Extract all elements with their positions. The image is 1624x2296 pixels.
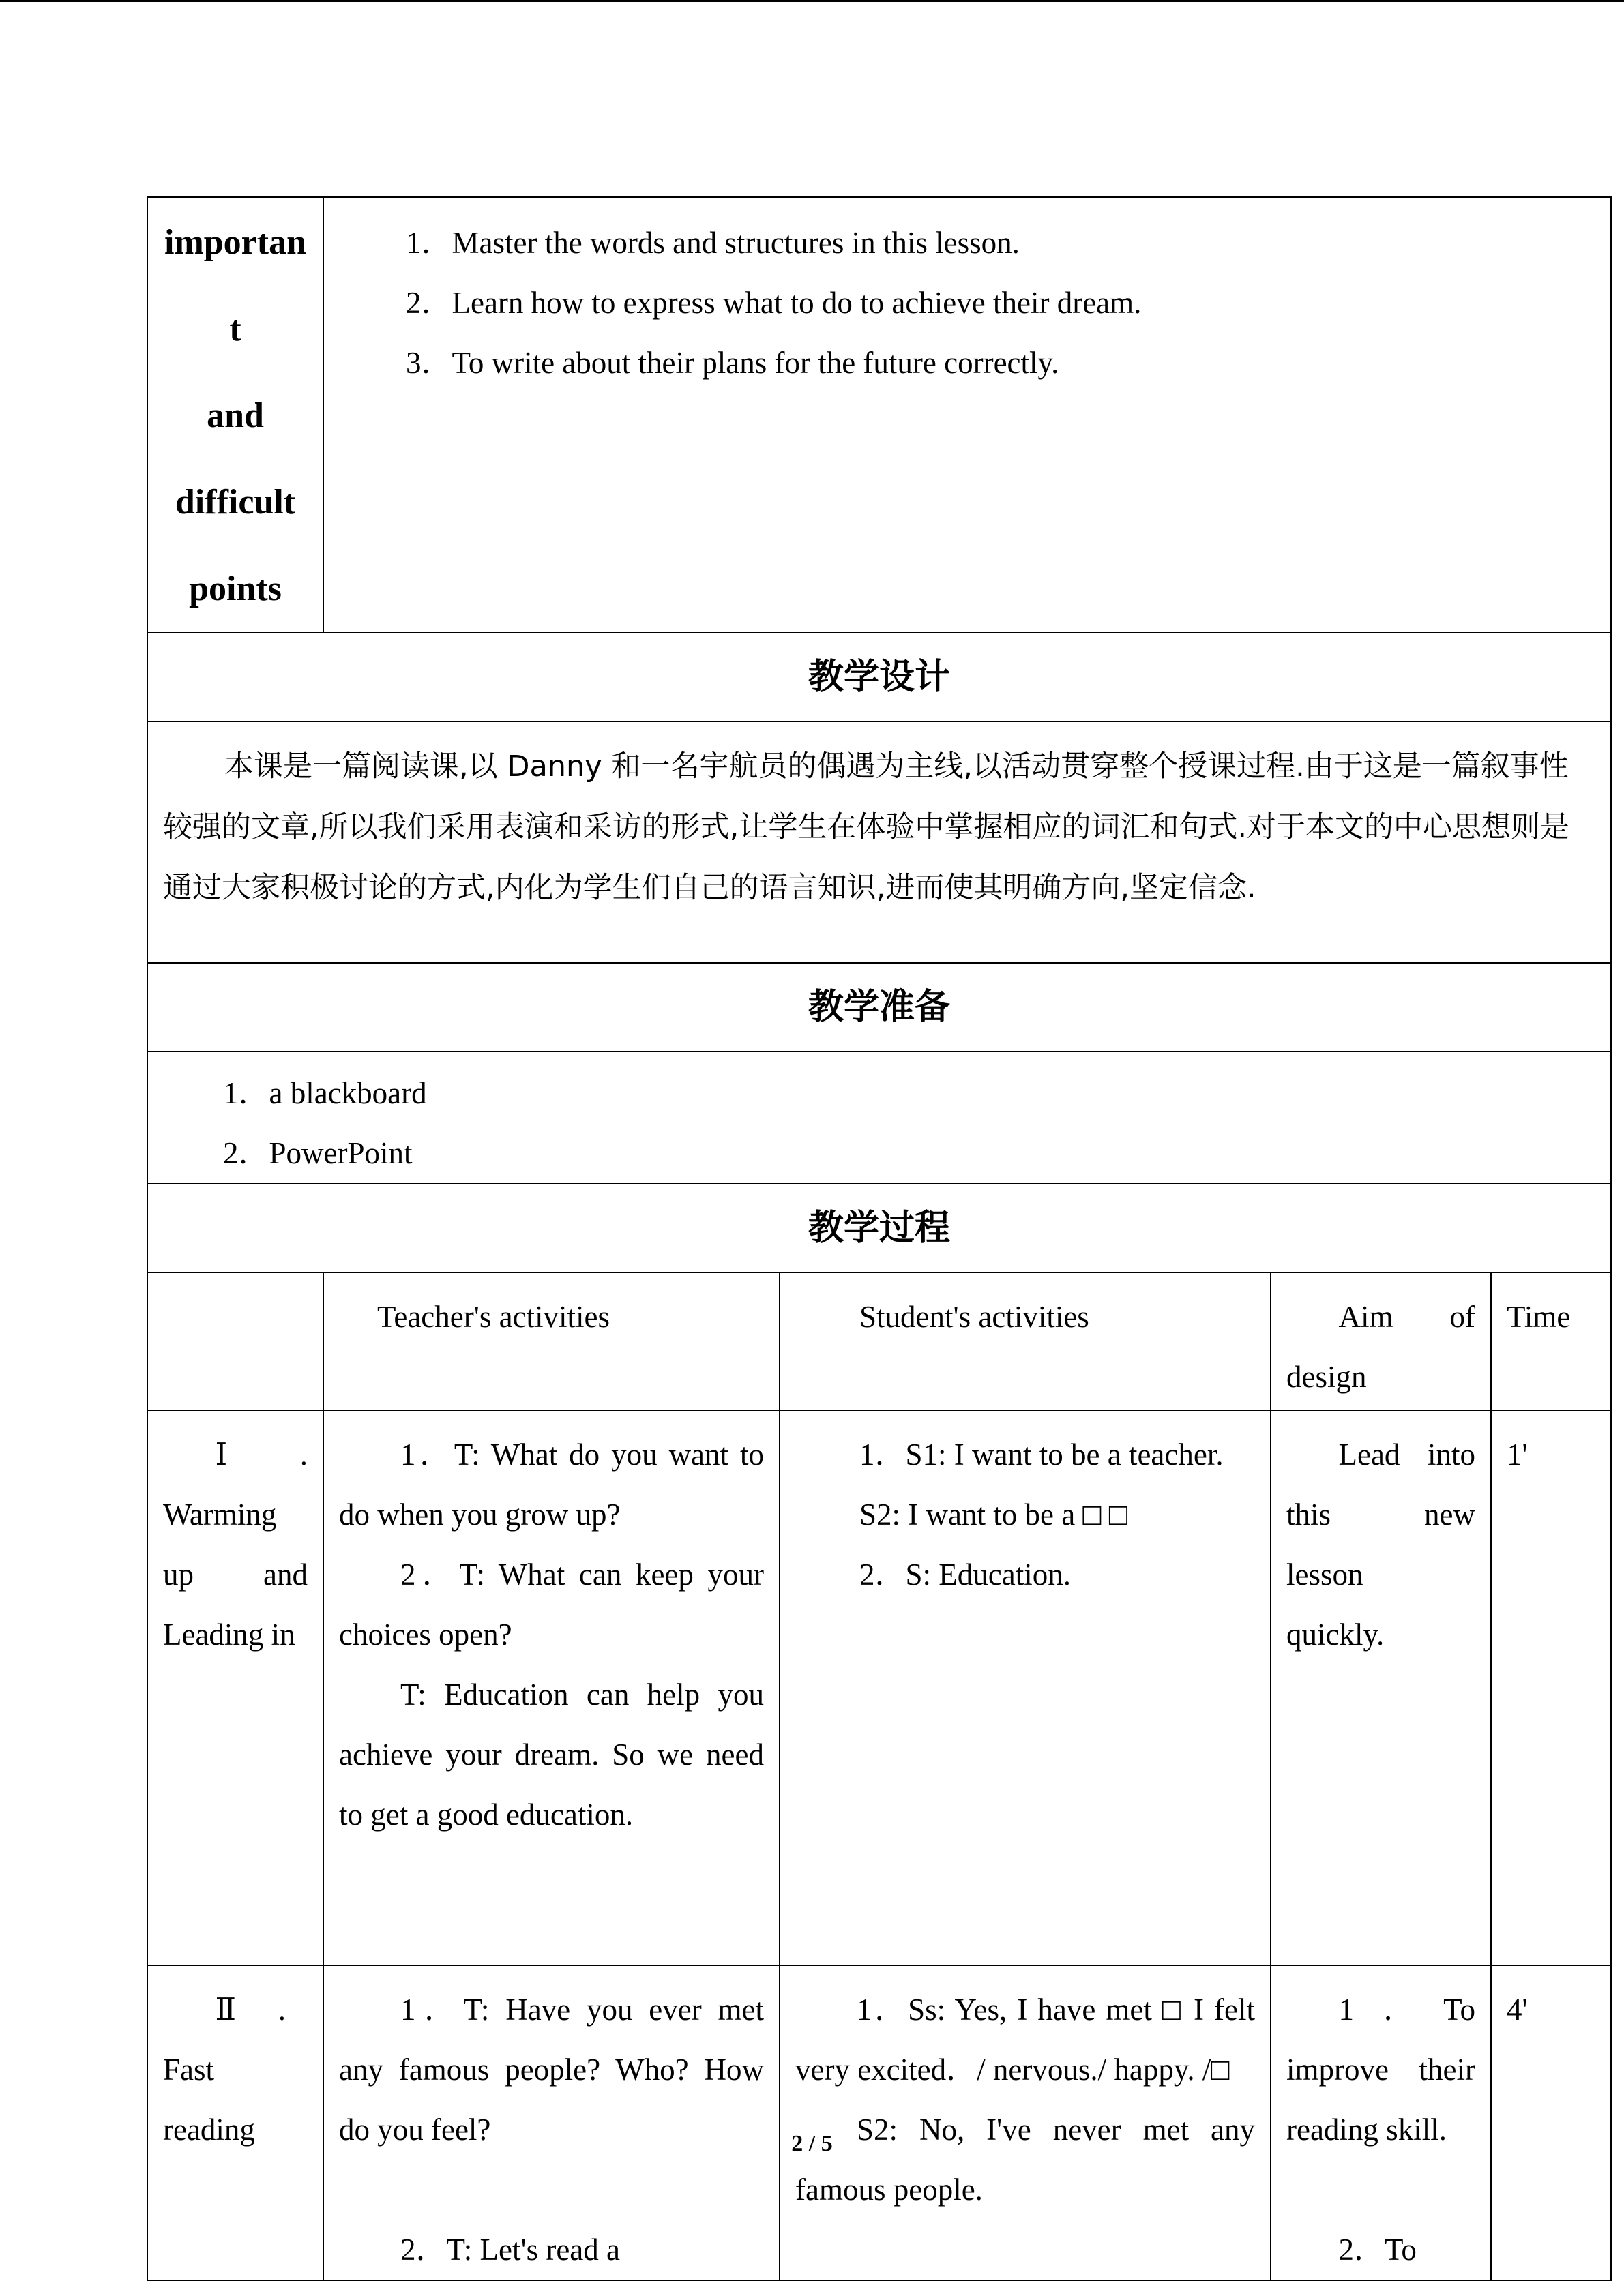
table-row [147, 1965, 1611, 2280]
teacher-line: 2．T: Let's read a [400, 2233, 620, 2267]
prep-item: 1．a blackboard [223, 1076, 427, 1110]
important-points-label [147, 197, 323, 633]
label-line: points [189, 569, 282, 608]
col-header-time: Time [1491, 1272, 1611, 1410]
col-header-teacher: Teacher's activities [323, 1272, 780, 1410]
teacher-cell [323, 1410, 780, 1965]
top-border-line [0, 0, 1624, 2]
teacher-line: T: Education can help you achieve your dream. So we need to get a good education. [339, 1678, 764, 1832]
aim-cell [1271, 1965, 1491, 2280]
student-line: 1．S1: I want to be a teacher. [859, 1437, 1224, 1472]
teacher-cell [323, 1965, 780, 2280]
stage-cell [147, 1965, 323, 2280]
aim-text: 2．To [1338, 2233, 1417, 2267]
important-points-list [323, 197, 1611, 633]
design-paragraph-text: 本课是一篇阅读课,以 Danny 和一名宇航员的偶遇为主线,以活动贯穿整个授课过程.由于这是一篇叙事性较强的文章,所以我们采用表演和采访的形式,让学生在体验中掌握相应的词汇和句式.对于本文的中心思想则是通过大家积极讨论的方式,内化为学生们自己的语言知识,进而使其明确方向,坚定信念. [163, 749, 1570, 905]
teacher-line: 2．T: What can keep your choices open? [339, 1557, 764, 1652]
col-header-stage [147, 1272, 323, 1410]
lesson-plan-sheet [147, 196, 1571, 2281]
stage-text: Ⅰ. Warming up and Leading in [163, 1437, 308, 1652]
process-heading: 教学过程 [147, 1184, 1611, 1272]
preparation-heading: 教学准备 [147, 963, 1611, 1052]
student-line: 1．Ss: Yes, I have met □ I felt very excited．/ nervous./ happy. /□ [795, 1993, 1255, 2087]
point-item: 2．Learn how to express what to do to achieve their dream. [406, 286, 1142, 320]
design-heading: 教学设计 [147, 633, 1611, 721]
label-line: and difficult [175, 396, 296, 522]
stage-cell [147, 1410, 323, 1965]
time-cell: 1' [1491, 1410, 1611, 1965]
design-paragraph [147, 721, 1611, 963]
student-line: 2．S: Education. [859, 1557, 1071, 1592]
lesson-table [147, 196, 1612, 2281]
time-cell: 4' [1491, 1965, 1611, 2280]
label-line: important [164, 223, 306, 348]
table-row [147, 1410, 1611, 1965]
important-points-row [147, 197, 1611, 633]
prep-item: 2．PowerPoint [223, 1136, 413, 1170]
aim-text: Lead into this new lesson quickly. [1286, 1437, 1475, 1652]
preparation-list [147, 1052, 1611, 1184]
point-item: 1．Master the words and structures in this lesson. [406, 226, 1020, 260]
point-item: 3．To write about their plans for the future correctly. [406, 346, 1059, 380]
aim-text: 1．To improve their reading skill. [1286, 1993, 1475, 2147]
stage-text: Ⅱ. Fast reading [163, 1993, 286, 2147]
student-cell [780, 1410, 1271, 1965]
teacher-line: 1．T: What do you want to do when you grow up? [339, 1437, 764, 1532]
col-header-student: Student's activities [780, 1272, 1271, 1410]
student-cell [780, 1965, 1271, 2280]
process-header-row [147, 1272, 1611, 1410]
student-line: S2: No, I've never met any famous people. [795, 2113, 1255, 2207]
page-number: 2 / 5 [791, 2131, 833, 2156]
teacher-line: 1．T: Have you ever met any famous people? Who? How do you feel? [339, 1993, 764, 2147]
student-line: S2: I want to be a □ □ [859, 1497, 1128, 1532]
aim-cell [1271, 1410, 1491, 1965]
col-header-aim: Aim of design [1271, 1272, 1491, 1410]
